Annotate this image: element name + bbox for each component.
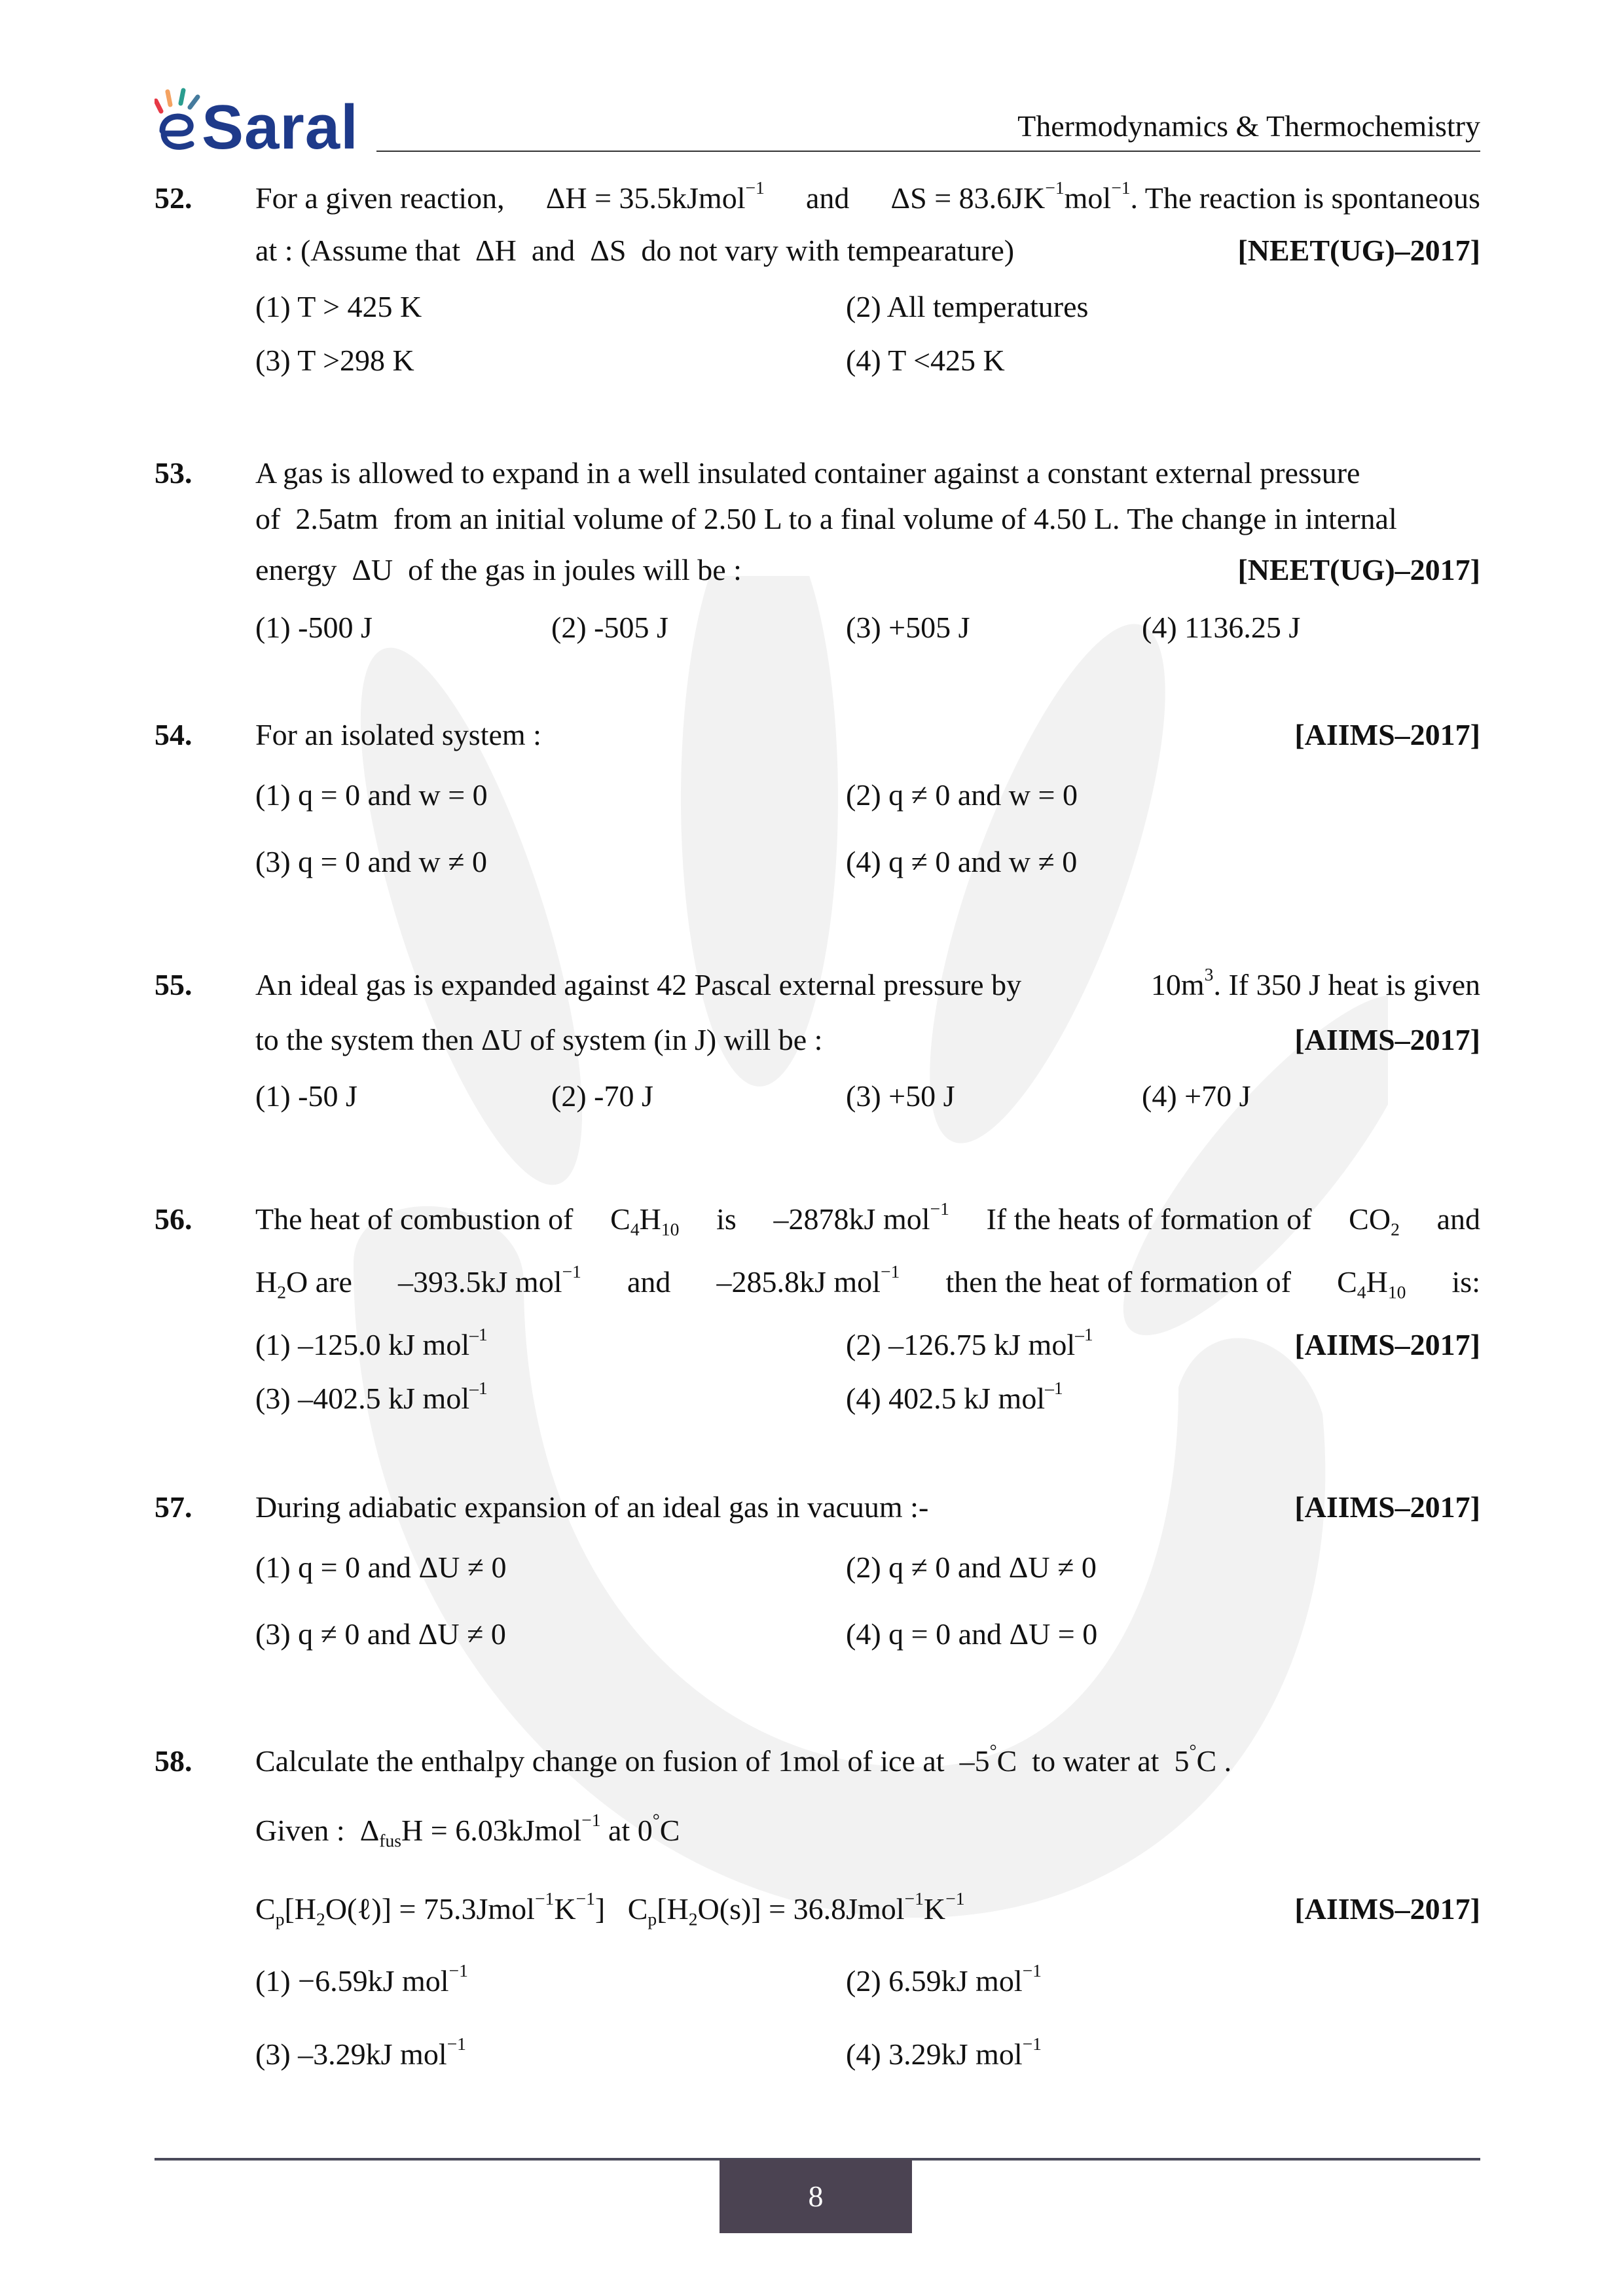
heat-capacity-line: $C_p[H_2O(\ell)]$ = $75.3Jmol^{-1}K^{-1}$] $C_p[H_2O(s)]$ = $36.8Jmol^{-1}K^{-1}$ [255,1888,965,1929]
question-text: of 2.5atm from an initial volume of 2.50 L to a final volume of 4.50 L. The change in internal [255,502,1397,535]
question-text: to the system then ΔU of system (in J) will be : [255,1023,823,1056]
option-1[interactable]: (1) q = 0 and w = 0 [255,778,488,812]
source-tag: [AIIMS–2017] [1294,718,1480,751]
question-text: at : (Assume that ΔH and ΔS do not vary with tempearature) [255,234,1015,267]
source-tag: [NEET(UG)–2017] [1237,553,1480,586]
page-header [0,0,1623,162]
question-text: Calculate the enthalpy change on fusion of 1mol of ice at –5°C to water at 5°C . [255,1740,1232,1778]
option-2[interactable]: (2) q ≠ 0 and w = 0 [846,778,1078,812]
option-1[interactable]: (1) T > 425 K [255,290,422,323]
source-tag: [AIIMS–2017] [1294,1892,1480,1926]
question-number: 52. [155,181,192,215]
chapter-title: Thermodynamics & Thermochemistry [1017,109,1480,143]
option-3[interactable]: (3) –3.29kJ mol$^{-1}$ [255,2033,466,2071]
question-number: 56. [155,1202,192,1236]
option-3[interactable]: (3) q = 0 and w ≠ 0 [255,845,487,878]
question-text: For a given reaction, ΔH = 35.5kJmol$^{-1}$ and $\Delta S = 83.6JK^{-1}mol^{-1}$. The reaction is spontaneous [255,177,1480,215]
question-number: 55. [155,968,192,1001]
option-2[interactable]: (2) -70 J [551,1079,653,1113]
option-3[interactable]: (3) +505 J [846,611,970,644]
brand-name: Saral [202,92,359,162]
option-1[interactable]: (1) -500 J [255,611,373,644]
question-text: A gas is allowed to expand in a well insulated container against a constant external pressure [255,456,1360,490]
page-number-box [720,2159,912,2233]
option-2[interactable]: (2) 6.59kJ mol$^{-1}$ [846,1960,1042,1998]
option-4[interactable]: (4) +70 J [1142,1079,1251,1113]
question-number: 57. [155,1490,192,1524]
question-number: 58. [155,1744,192,1778]
given-line: Given : $\Delta_{fus}H$ = 6.03kJmol$^{-1}$ at 0°C [255,1809,680,1851]
option-1[interactable]: (1) -50 J [255,1079,357,1113]
question-text: $H_2O$ are –393.5kJ mol$^{-1}$ and –285.8kJ mol$^{-1}$ then the heat of formation of $C_4H_{10}$ is: [255,1261,1480,1302]
question-number: 53. [155,456,192,490]
option-4[interactable]: (4) 1136.25 J [1142,611,1301,644]
option-4[interactable]: (4) q = 0 and ΔU = 0 [846,1617,1098,1651]
option-4[interactable]: (4) q ≠ 0 and w ≠ 0 [846,845,1078,878]
option-1[interactable]: (1) –125.0 kJ mol$^{-1}$ [255,1323,488,1361]
option-3[interactable]: (3) T >298 K [255,344,414,377]
question-text: energy ΔU of the gas in joules will be : [255,553,742,586]
option-3[interactable]: (3) q ≠ 0 and ΔU ≠ 0 [255,1617,506,1651]
option-2[interactable]: (2) All temperatures [846,290,1089,323]
esaral-logo [155,85,390,162]
option-2[interactable]: (2) –126.75 kJ mol$^{-1}$ [846,1323,1093,1361]
option-2[interactable]: (2) -505 J [551,611,668,644]
option-1[interactable]: (1) −6.59kJ mol$^{-1}$ [255,1960,468,1998]
source-tag: [NEET(UG)–2017] [1237,234,1480,267]
source-tag: [AIIMS–2017] [1294,1490,1480,1524]
page-number: 8 [808,2179,824,2213]
question-text: For an isolated system : [255,718,541,751]
option-1[interactable]: (1) q = 0 and ΔU ≠ 0 [255,1551,507,1584]
question-text: During adiabatic expansion of an ideal gas in vacuum :- [255,1490,929,1524]
question-text: The heat of combustion of $C_4H_{10}$ is –2878kJ mol$^{-1}$ If the heats of formation of $CO_2$ and [255,1198,1480,1240]
option-4[interactable]: (4) 3.29kJ mol$^{-1}$ [846,2033,1042,2071]
header-divider [376,151,1480,152]
option-3[interactable]: (3) –402.5 kJ mol$^{-1}$ [255,1377,488,1415]
option-4[interactable]: (4) 402.5 kJ mol$^{-1}$ [846,1377,1063,1415]
option-4[interactable]: (4) T <425 K [846,344,1005,377]
option-2[interactable]: (2) q ≠ 0 and ΔU ≠ 0 [846,1551,1097,1584]
question-number: 54. [155,718,192,751]
option-3[interactable]: (3) +50 J [846,1079,955,1113]
source-tag: [AIIMS–2017] [1294,1328,1480,1361]
source-tag: [AIIMS–2017] [1294,1023,1480,1056]
question-text: An ideal gas is expanded against 42 Pascal external pressure by $10m^3$. If 350 J heat is given [255,963,1480,1001]
